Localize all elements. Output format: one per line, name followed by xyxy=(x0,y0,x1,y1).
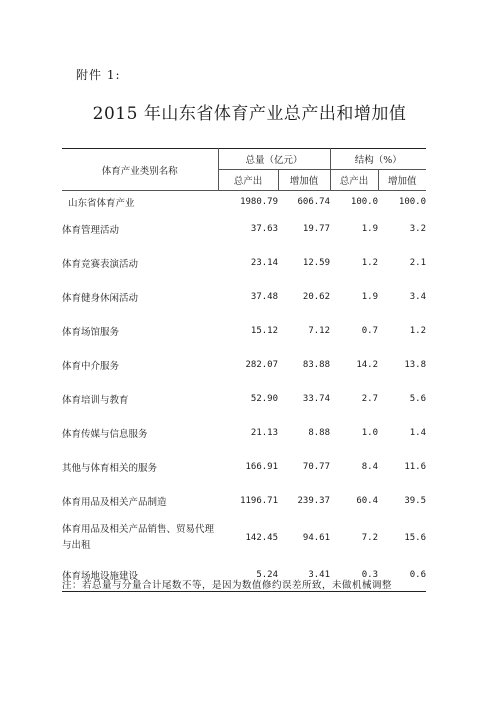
row-output: 1980.79 xyxy=(218,191,278,213)
header-category: 体育产业类别名称 xyxy=(101,165,178,177)
row-share-value-added: 3.2 xyxy=(409,224,426,234)
header-total: 总量（亿元） xyxy=(218,149,330,170)
header-structure: 结构（%） xyxy=(330,149,426,170)
row-share-value-added: 1.4 xyxy=(409,428,426,438)
row-output: 282.07 xyxy=(245,360,278,370)
row-name: 体育场地设施建设 xyxy=(62,570,139,582)
row-name: 体育用品及相关产品制造 xyxy=(62,497,167,508)
attachment-label: 附件 1: xyxy=(76,68,121,82)
row-name: 体育中介服务 xyxy=(62,361,120,372)
table-row xyxy=(62,246,426,280)
table-row xyxy=(62,314,426,348)
row-output: 52.90 xyxy=(250,394,278,404)
stats-table xyxy=(62,148,426,592)
table-row xyxy=(62,450,426,484)
row-share-value-added: 100.0 xyxy=(378,191,426,213)
row-output: 1196.71 xyxy=(240,496,278,506)
row-share-output: 0.3 xyxy=(361,569,378,580)
row-value-added: 239.37 xyxy=(297,496,330,506)
row-share-output: 0.7 xyxy=(361,326,378,336)
row-share-output: 8.4 xyxy=(361,462,378,472)
row-value-added: 8.88 xyxy=(308,428,330,438)
row-value-added: 606.74 xyxy=(278,191,330,213)
row-share-value-added: 13.8 xyxy=(404,360,426,370)
row-share-value-added: 5.6 xyxy=(409,394,426,404)
row-share-output: 7.2 xyxy=(361,533,378,543)
row-value-added: 83.88 xyxy=(302,360,330,370)
table-note: 注：若总量与分量合计尾数不等，是因为数值修约误差所致，未做机械调整 xyxy=(62,580,393,591)
row-share-value-added: 0.6 xyxy=(409,569,426,580)
row-output: 23.14 xyxy=(250,258,278,268)
row-share-value-added: 15.6 xyxy=(404,533,426,543)
row-share-output: 14.2 xyxy=(356,360,378,370)
row-value-added: 20.62 xyxy=(302,292,330,302)
row-share-value-added: 39.5 xyxy=(404,496,426,506)
table-row xyxy=(62,212,426,246)
row-value-added: 12.59 xyxy=(302,258,330,268)
row-value-added: 3.41 xyxy=(308,569,330,580)
row-share-output: 1.2 xyxy=(361,258,378,268)
table-row xyxy=(62,416,426,450)
table-row xyxy=(62,484,426,518)
row-share-output: 1.0 xyxy=(361,428,378,438)
row-name: 体育用品及相关产品销售、贸易代理与出租 xyxy=(62,524,215,551)
row-name: 其他与体育相关的服务 xyxy=(62,463,158,474)
row-name: 体育场馆服务 xyxy=(62,327,120,338)
row-share-value-added: 11.6 xyxy=(404,462,426,472)
row-output: 142.45 xyxy=(245,533,278,543)
row-name: 体育培训与教育 xyxy=(62,395,129,406)
row-output: 21.13 xyxy=(250,428,278,438)
row-share-value-added: 1.2 xyxy=(409,326,426,336)
row-output: 37.63 xyxy=(250,224,278,234)
row-value-added: 70.77 xyxy=(302,462,330,472)
row-value-added: 94.61 xyxy=(302,533,330,543)
table-row xyxy=(62,382,426,416)
row-share-output: 1.9 xyxy=(361,292,378,302)
row-output: 15.12 xyxy=(250,326,278,336)
page-title: 2015 年山东省体育产业总产出和增加值 xyxy=(92,104,407,124)
header-value-added-share: 增加值 xyxy=(378,170,426,191)
table-row xyxy=(62,191,426,213)
header-value-added: 增加值 xyxy=(278,170,330,191)
table-row xyxy=(62,348,426,382)
row-share-output: 60.4 xyxy=(356,496,378,506)
row-share-value-added: 3.4 xyxy=(409,292,426,302)
row-name: 体育健身休闲活动 xyxy=(62,293,139,304)
row-share-output: 1.9 xyxy=(361,224,378,234)
header-output-share: 总产出 xyxy=(330,170,378,191)
row-output: 5.24 xyxy=(256,569,278,580)
row-name: 山东省体育产业 xyxy=(62,191,218,213)
row-value-added: 19.77 xyxy=(302,224,330,234)
row-name: 体育管理活动 xyxy=(62,225,120,236)
table-row xyxy=(62,518,426,558)
row-value-added: 7.12 xyxy=(308,326,330,336)
row-name: 体育竞赛表演活动 xyxy=(62,259,139,270)
row-share-value-added: 2.1 xyxy=(409,258,426,268)
row-share-output: 100.0 xyxy=(330,191,378,213)
row-value-added: 33.74 xyxy=(302,394,330,404)
row-output: 166.91 xyxy=(245,462,278,472)
table-row xyxy=(62,280,426,314)
row-name: 体育传媒与信息服务 xyxy=(62,429,148,440)
row-output: 37.48 xyxy=(250,292,278,302)
header-output: 总产出 xyxy=(218,170,278,191)
row-share-output: 2.7 xyxy=(361,394,378,404)
